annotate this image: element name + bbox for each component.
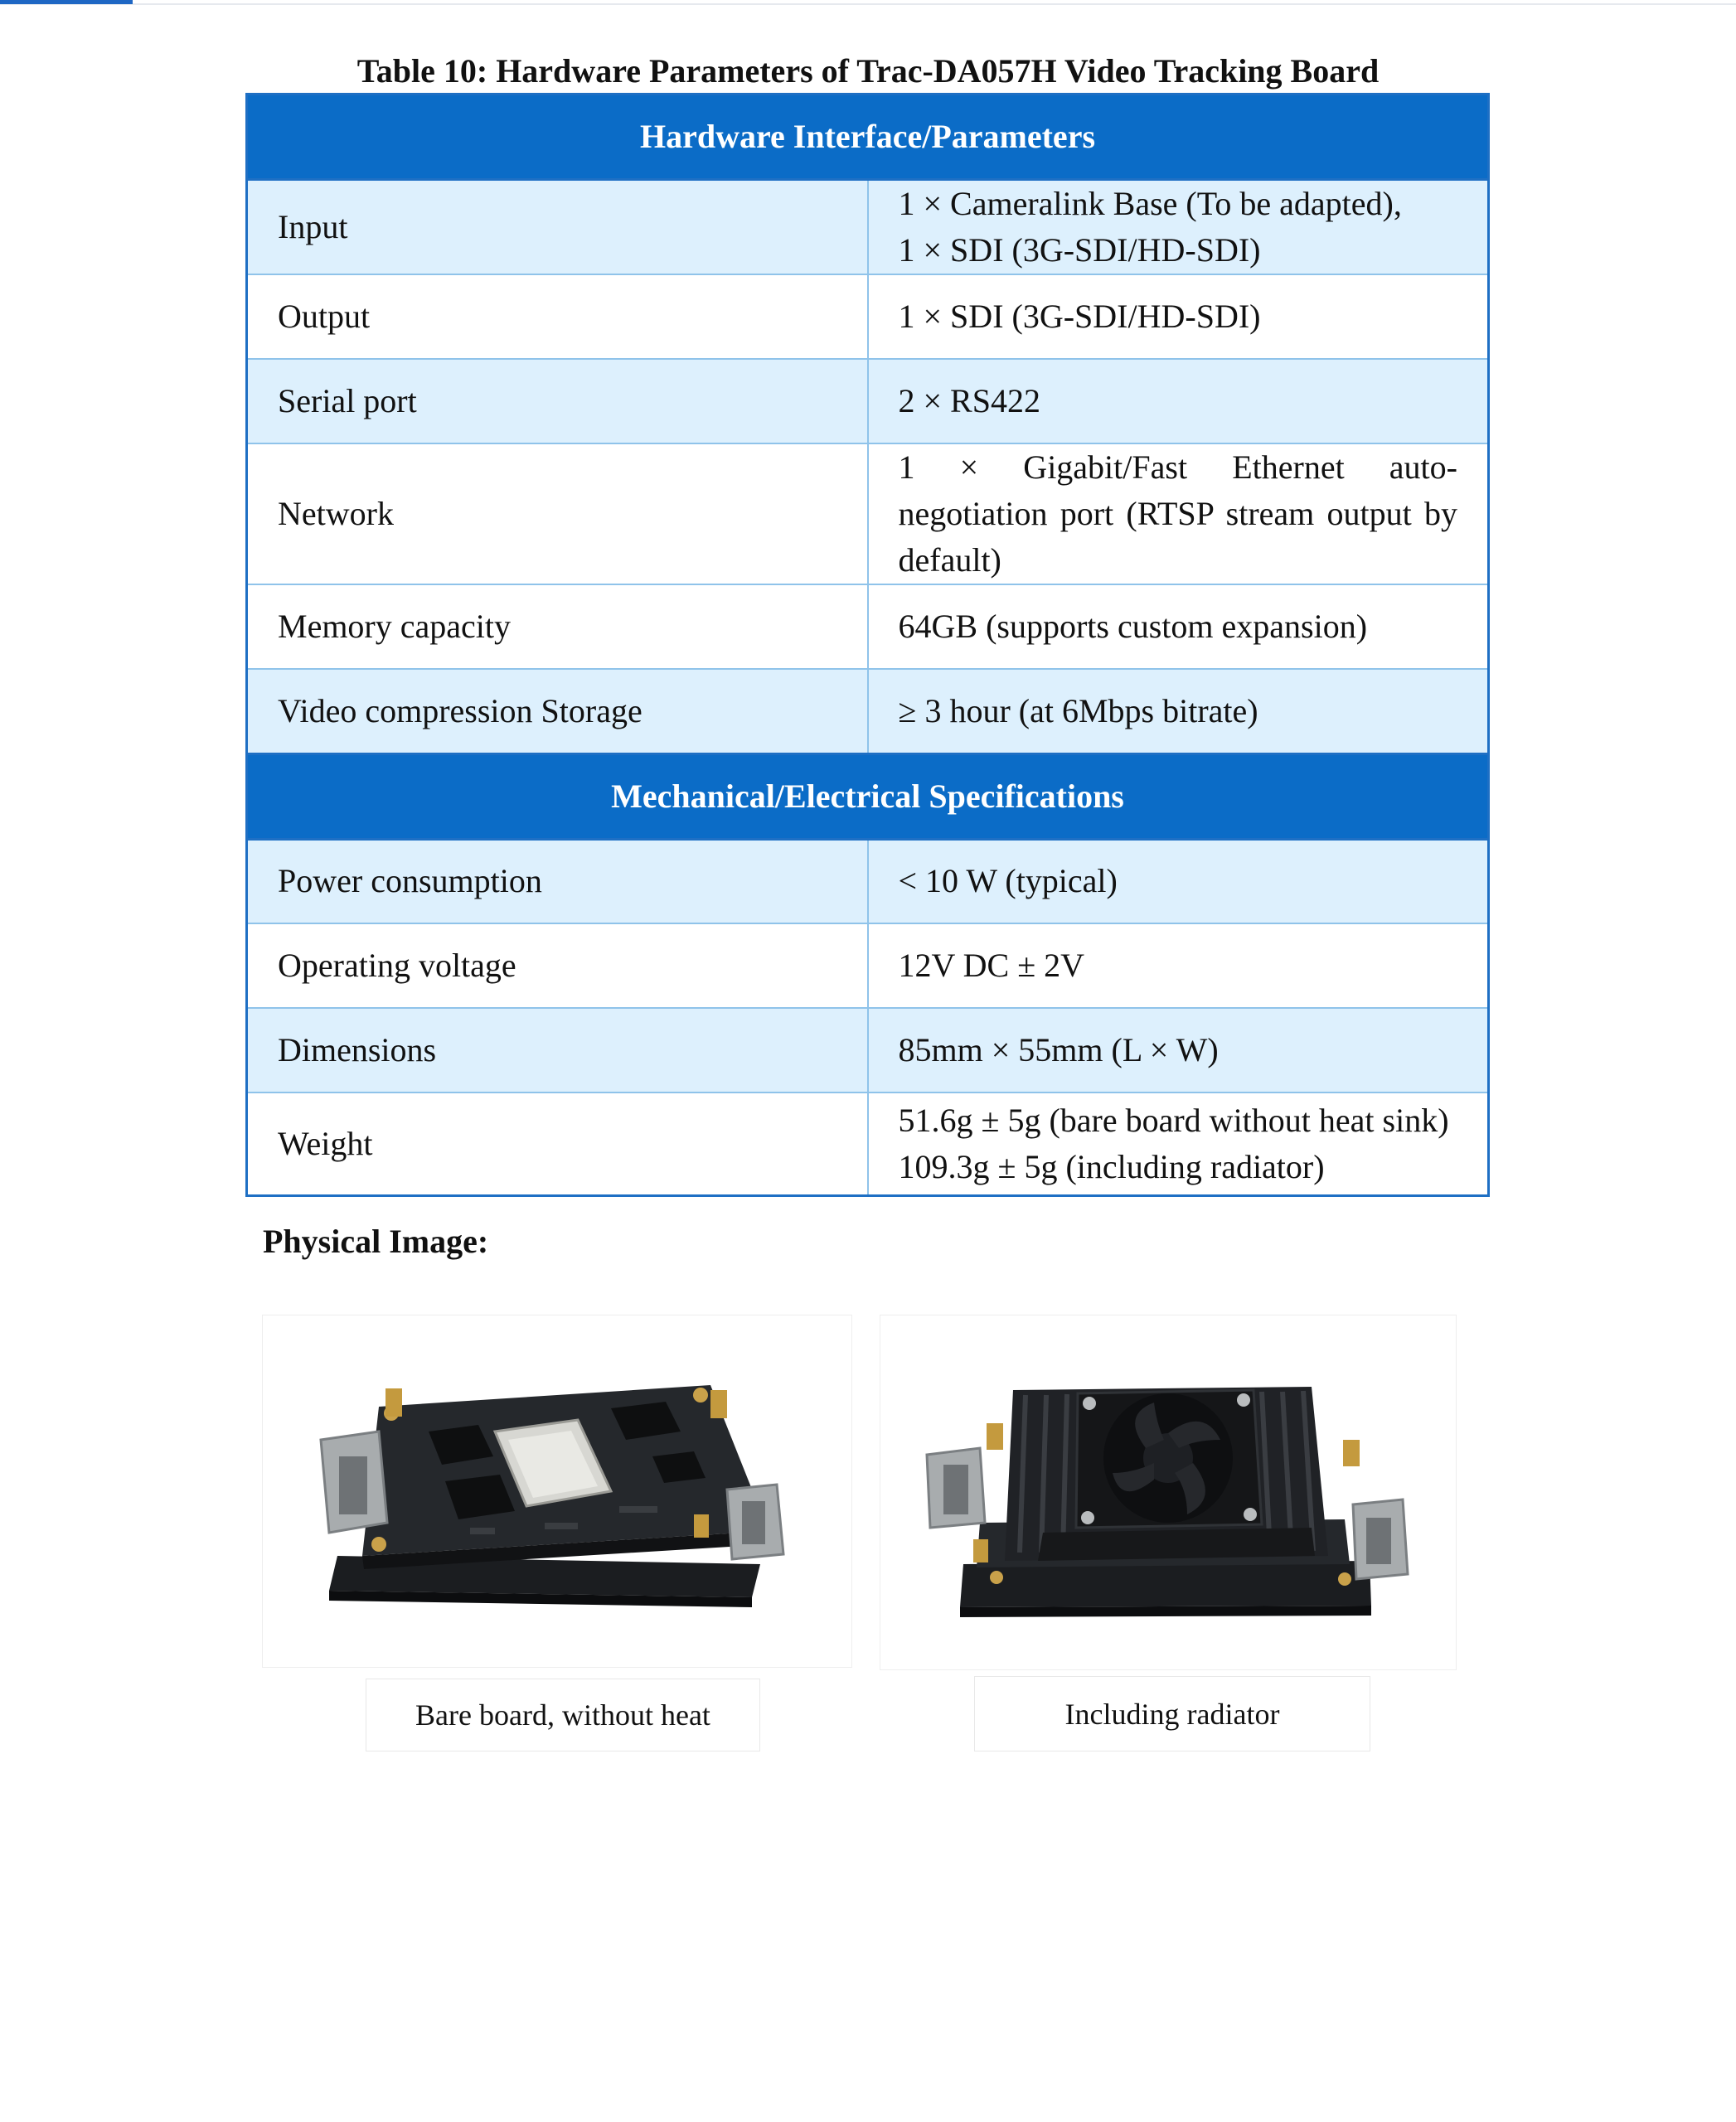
param-label: Network: [247, 443, 868, 584]
param-value-line: 51.6g ± 5g (bare board without heat sink): [898, 1101, 1449, 1139]
param-label: Video compression Storage: [247, 669, 868, 753]
param-value-line: 109.3g ± 5g (including radiator): [898, 1147, 1325, 1185]
bare-board-photo: [262, 1315, 852, 1668]
param-label: Operating voltage: [247, 923, 868, 1008]
section-heading: Mechanical/Electrical Specifications: [247, 753, 1489, 839]
param-value-line: 1 × SDI (3G-SDI/HD-SDI): [898, 231, 1261, 269]
param-value: ≥ 3 hour (at 6Mbps bitrate): [868, 669, 1489, 753]
param-label: Power consumption: [247, 839, 868, 923]
spec-table: [245, 93, 1490, 1197]
param-value: 12V DC ± 2V: [868, 923, 1489, 1008]
section-header-row: [247, 94, 1489, 180]
table-row: [247, 274, 1489, 359]
param-label: Serial port: [247, 359, 868, 443]
bare-board-image: [263, 1315, 851, 1667]
param-value: 1 × Gigabit/Fast Ethernet auto-negotiation port (RTSP stream output by default): [868, 443, 1489, 584]
param-label: Dimensions: [247, 1008, 868, 1092]
physical-image-heading: Physical Image:: [263, 1223, 489, 1260]
table-title: Table 10: Hardware Parameters of Trac-DA057H Video Tracking Board: [356, 52, 1380, 90]
param-label: Memory capacity: [247, 584, 868, 669]
table-row: [247, 359, 1489, 443]
image-caption: Bare board, without heat: [366, 1679, 760, 1751]
param-value: 2 × RS422: [868, 359, 1489, 443]
param-value: < 10 W (typical): [868, 839, 1489, 923]
table-row: [247, 443, 1489, 584]
top-accent-bar: [0, 0, 133, 4]
table-row: [247, 180, 1489, 275]
table-row: [247, 669, 1489, 753]
param-label: Output: [247, 274, 868, 359]
image-caption: Including radiator: [974, 1676, 1370, 1751]
radiator-board-photo: [880, 1315, 1457, 1670]
table-row: [247, 584, 1489, 669]
param-label: Input: [247, 180, 868, 275]
section-heading: Hardware Interface/Parameters: [247, 94, 1489, 180]
param-value: 64GB (supports custom expansion): [868, 584, 1489, 669]
radiator-board-image: [880, 1315, 1456, 1669]
param-label: Weight: [247, 1092, 868, 1195]
param-value: 85mm × 55mm (L × W): [868, 1008, 1489, 1092]
top-rule: [0, 3, 1736, 5]
table-row: [247, 1092, 1489, 1195]
param-value: [868, 1092, 1489, 1195]
param-value-line: 1 × Cameralink Base (To be adapted),: [898, 185, 1402, 222]
table-row: [247, 1008, 1489, 1092]
table-row: [247, 839, 1489, 923]
table-row: [247, 923, 1489, 1008]
param-value: 1 × SDI (3G-SDI/HD-SDI): [868, 274, 1489, 359]
param-value: [868, 180, 1489, 275]
section-header-row: [247, 753, 1489, 839]
